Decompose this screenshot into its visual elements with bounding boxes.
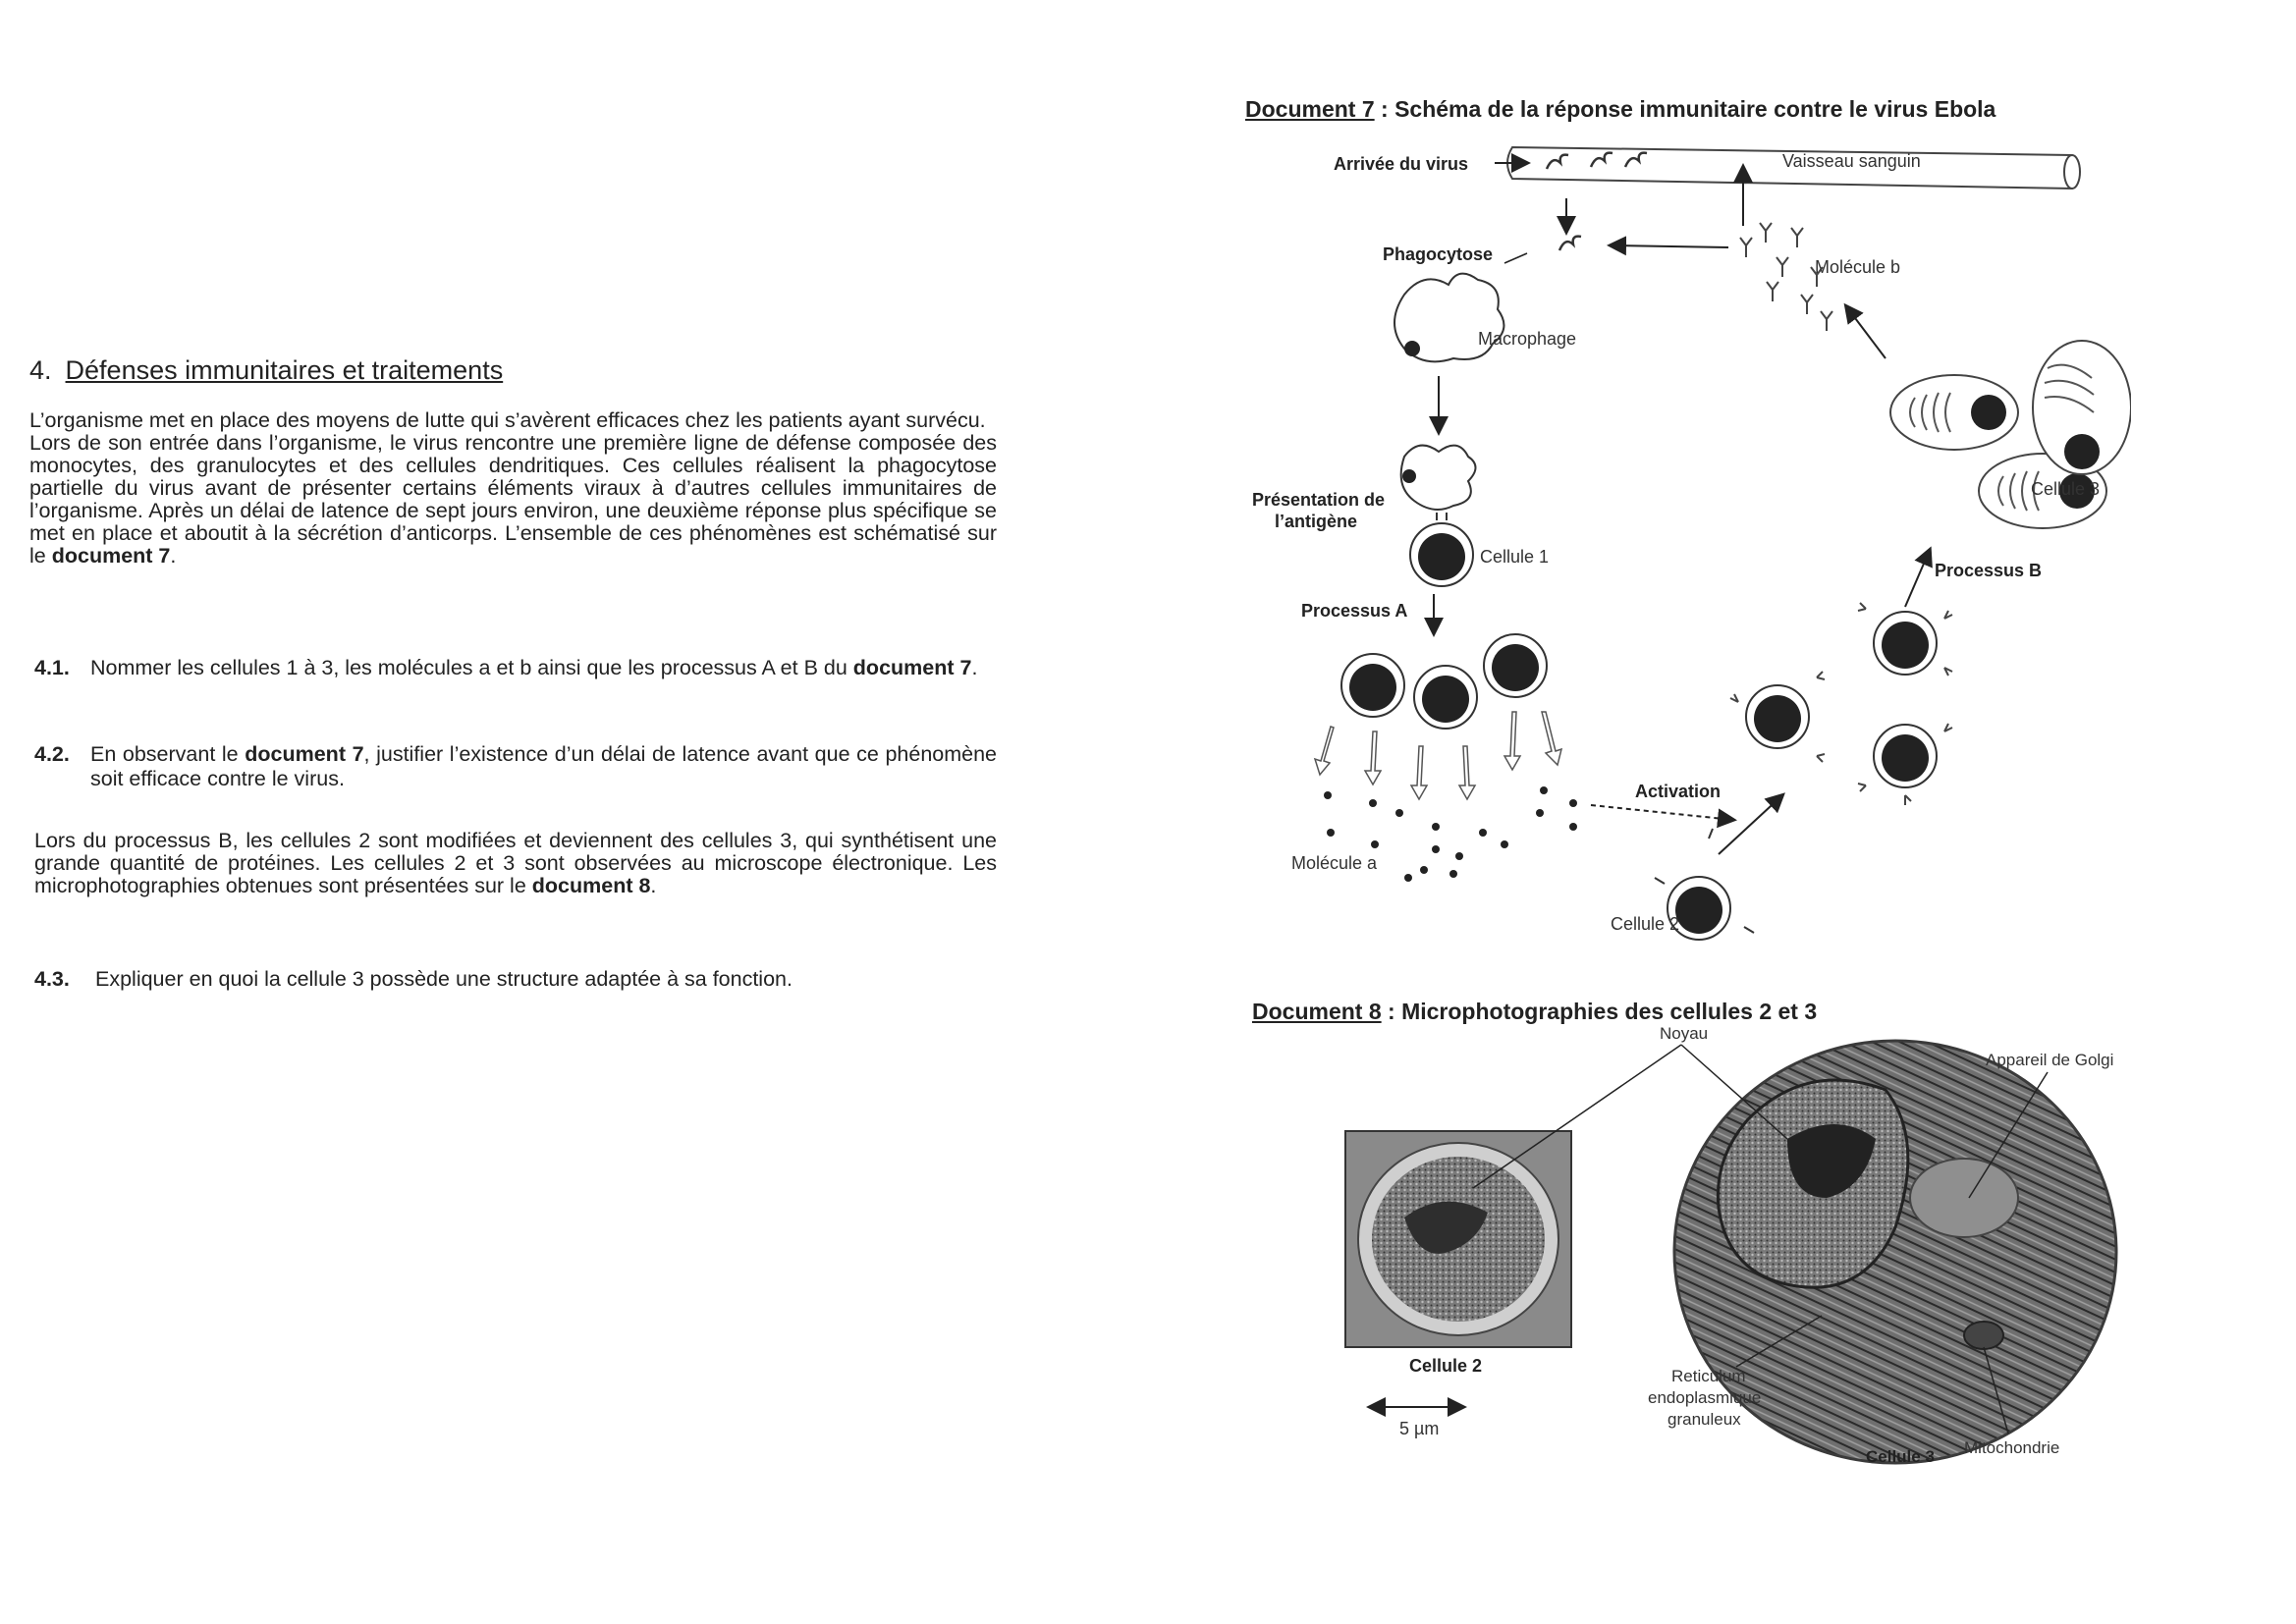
reticulum-label-1: Reticulum: [1671, 1367, 1746, 1385]
intro-paragraph-2-end: .: [170, 544, 177, 568]
micro-cell-2-label: Cellule 2: [1409, 1356, 1483, 1376]
question-text: Expliquer en quoi la cellule 3 possède une structure adaptée à sa fonction.: [95, 967, 793, 991]
section-number: 4.: [29, 355, 52, 385]
question-text: [90, 656, 997, 680]
intro-block: [29, 409, 997, 568]
question-number: 4.3.: [34, 967, 70, 991]
phagocytosis-label: Phagocytose: [1383, 244, 1494, 264]
question-text-b: .: [971, 656, 978, 679]
cell-3-group: [1890, 341, 2131, 528]
question-4-3: [34, 967, 997, 992]
micro-cell-3-label: Cellule 3: [1866, 1447, 1935, 1466]
intro-paragraph-1: L’organisme met en place des moyens de lutte qui s’avèrent efficaces chez les patients ayant survécu.: [29, 408, 986, 432]
intro-paragraph-2: [29, 432, 997, 568]
question-text-b: , justifier l’existence d’un délai de latence avant que ce phénomène soit efficace contre le virus.: [90, 742, 998, 790]
process-b-label: Processus B: [1935, 561, 2043, 580]
question-text: [90, 742, 997, 791]
molecule-a-label: Molécule a: [1291, 853, 1378, 873]
presentation-label-2: l’antigène: [1275, 512, 1358, 531]
doc7-title: : Schéma de la réponse immunitaire contre le virus Ebola: [1374, 96, 1996, 122]
cell-1: [1410, 513, 1473, 586]
doc8-ref: Document 8: [1252, 999, 1382, 1024]
golgi-label: Appareil de Golgi: [1986, 1051, 2114, 1069]
intro-paragraph-2-text: Lors de son entrée dans l’organisme, le virus rencontre une première ligne de défense composée des monocytes, des granulocytes et des cellules dendritiques. Ces cellules réalisent la phagocytose partielle du virus avant de présenter certains éléments viraux à d’autres cellules immunitaires de l’organisme. Après un délai de latence de sept jours environ, une deuxième réponse plus spécifique se met en place et aboutit à la sécrétion d’anticorps. L’ensemble de ces phénomènes est schématisé sur le: [29, 431, 997, 568]
question-number: 4.2.: [34, 742, 70, 766]
process-b-text: Lors du processus B, les cellules 2 sont modifiées et deviennent des cellules 3, qui synthétisent une grande quantité de protéines. Les cellules 2 et 3 sont observées au microscope électronique. Les microphotographies obtenues sont présentées sur le: [34, 829, 997, 897]
question-4-1: [34, 656, 997, 680]
activation-arrow: [1591, 805, 1733, 820]
b-cell-cluster: [1730, 603, 1952, 805]
virus-particle: [1559, 237, 1581, 250]
doc7-heading: [1245, 96, 1995, 123]
process-b-paragraph: [34, 830, 997, 897]
section-title: [29, 355, 503, 386]
cell-1-label: Cellule 1: [1480, 547, 1550, 567]
cell-3-label: Cellule 3: [2031, 479, 2101, 499]
macrophage-nucleus: [1404, 341, 1420, 356]
reticulum-label-2: endoplasmique: [1648, 1388, 1762, 1407]
process-b-end: .: [650, 874, 657, 897]
process-b-doc-ref: document 8: [531, 874, 651, 897]
doc7-diagram: [1228, 128, 2131, 982]
doc7-ref: Document 7: [1245, 96, 1375, 122]
question-text-a: Nommer les cellules 1 à 3, les molécules a et b ainsi que les processus A et B du: [90, 656, 853, 679]
cell-2-label: Cellule 2: [1611, 914, 1680, 934]
question-doc-ref: document 7: [852, 656, 972, 679]
reticulum-label-3: granuleux: [1667, 1410, 1741, 1429]
scale-label: 5 µm: [1399, 1419, 1440, 1438]
vessel-label: Vaisseau sanguin: [1782, 151, 1921, 171]
doc8-title: : Microphotographies des cellules 2 et 3: [1381, 999, 1818, 1024]
molecule-b-antibodies: [1740, 223, 1832, 331]
nucleus-pointer-cell2: [1473, 1045, 1681, 1188]
presentation-label-1: Présentation de: [1252, 490, 1386, 510]
process-a-label: Processus A: [1301, 601, 1408, 621]
cell-2-micrograph: [1345, 1131, 1571, 1347]
nucleus-label: Noyau: [1660, 1024, 1709, 1043]
question-4-2: [34, 742, 997, 791]
mitochondria-label: Mitochondrie: [1964, 1438, 2060, 1457]
question-number: 4.1.: [34, 656, 70, 679]
process-b-arrow: [1905, 550, 1930, 607]
macrophage-label: Macrophage: [1478, 329, 1577, 349]
apc-nucleus: [1402, 469, 1416, 483]
activation-label: Activation: [1635, 782, 1722, 801]
virus-arrival-label: Arrivée du virus: [1334, 154, 1469, 174]
phagocytosis-pointer: [1504, 253, 1527, 263]
arrow-antibody-to-virus: [1611, 245, 1728, 247]
intro-doc-ref: document 7: [51, 544, 171, 568]
question-text-a: En observant le: [90, 742, 246, 766]
arrow-cell3-to-antibody: [1846, 306, 1886, 358]
blood-vessel: [1507, 147, 2080, 189]
doc8-micrographs: [1277, 1021, 2160, 1492]
molecule-b-label: Molécule b: [1815, 257, 1901, 277]
question-doc-ref: document 7: [245, 742, 364, 766]
arrow-cell2-up: [1719, 795, 1782, 854]
section-title-text: Défenses immunitaires et traitements: [65, 355, 504, 385]
